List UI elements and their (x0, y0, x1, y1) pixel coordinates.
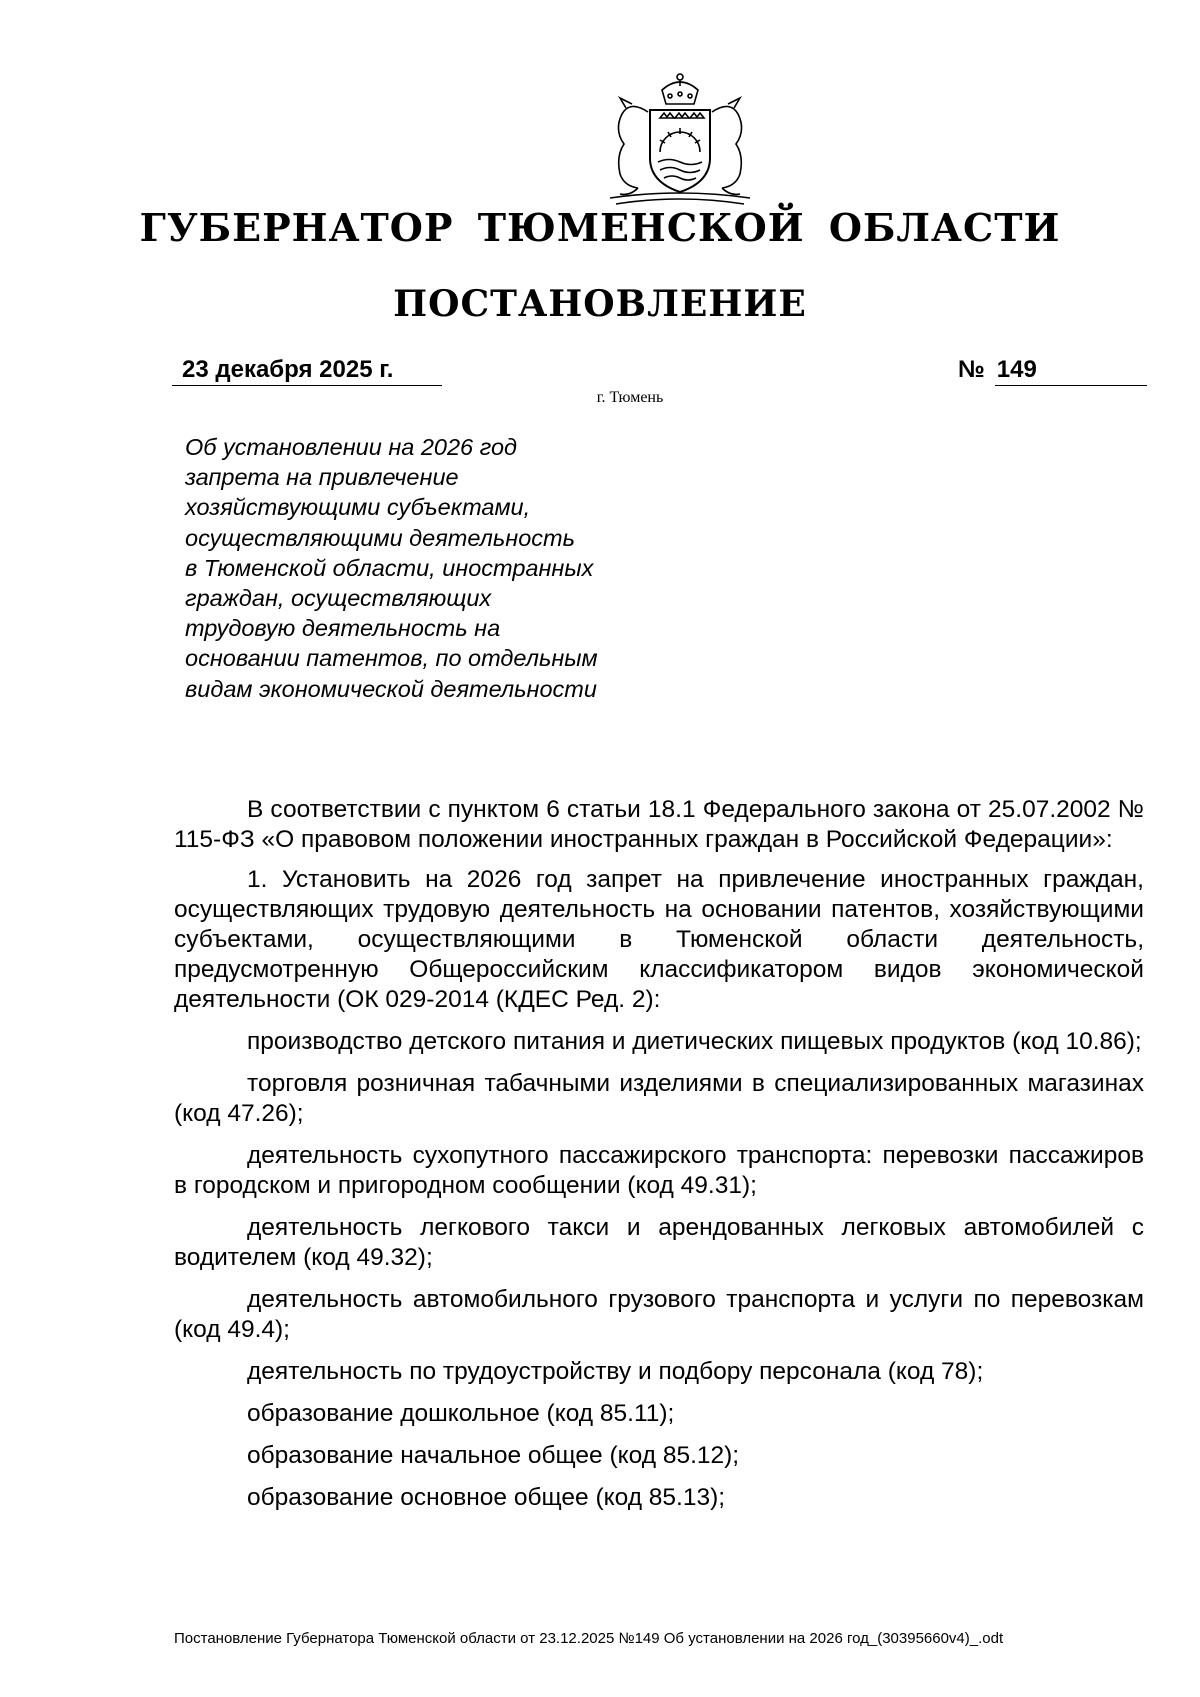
document-number (958, 355, 1147, 386)
subject-line: Об установлении на 2026 год (185, 434, 518, 460)
number-sign: № (958, 356, 985, 383)
authority-title: ГУБЕРНАТОР ТЮМЕНСКОЙ ОБЛАСТИ (139, 205, 1061, 250)
activity-item: деятельность сухопутного пассажирского транспорта: перевозки пассажиров в городском и пригородном сообщении (код 49.31); (174, 1142, 1144, 1199)
point-1-paragraph: 1. Установить на 2026 год запрет на привлечение иностранных граждан, осуществляющих трудовую деятельность на основании патентов, хозяйствующими субъектами, осуществляющими в Тюменской области деятельность, предусмотренную Общероссийским классификатором видов экономической деятельности (ОК 029-2014 (КДЕС Ред. 2): (174, 866, 1144, 1013)
activity-item: производство детского питания и диетических пищевых продуктов (код 10.86); (247, 1028, 1142, 1055)
city: г. Тюмень (596, 389, 664, 406)
document-body (174, 795, 1144, 1525)
activity-item: образование основное общее (код 85.13); (247, 1484, 726, 1511)
document-date: 23 декабря 2025 г. (172, 355, 442, 386)
subject-line: граждан, осуществляющих (185, 585, 492, 612)
subject-line: хозяйствующими субъектами, (185, 494, 531, 521)
subject-line: видам экономической деятельности (185, 675, 597, 702)
activity-item: образование начальное общее (код 85.12); (247, 1442, 740, 1469)
activity-item: торговля розничная табачными изделиями в специализированных магазинах (код 47.26); (174, 1070, 1144, 1127)
subject-line: трудовую деятельность на (185, 615, 501, 642)
preamble-paragraph: В соответствии с пунктом 6 статьи 18.1 Федерального закона от 25.07.2002 № 115-ФЗ «О правовом положении иностранных граждан в Российской Федерации»: (174, 796, 1144, 853)
footer-filename: Постановление Губернатора Тюменской области от 23.12.2025 №149 Об установлении на 2026 год_(30395660v4)_.odt (174, 1630, 1004, 1647)
number-value: 149 (995, 355, 1147, 386)
subject-line: запрета на привлечение (185, 464, 459, 491)
activity-item: деятельность автомобильного грузового транспорта и услуги по перевозкам (код 49.4); (174, 1286, 1144, 1343)
activity-item: деятельность легкового такси и арендованных легковых автомобилей с водителем (код 49.32); (174, 1214, 1144, 1271)
activity-item: образование дошкольное (код 85.11); (247, 1400, 675, 1427)
coat-of-arms-icon (590, 70, 770, 210)
subject-line: осуществляющими деятельность (185, 524, 575, 551)
subject-line: основании патентов, по отдельным (185, 645, 598, 672)
subject-line: в Тюменской области, иностранных (185, 554, 594, 581)
document-subject (185, 432, 705, 704)
activity-item: деятельность по трудоустройству и подбору персонала (код 78); (247, 1358, 984, 1385)
document-type: ПОСТАНОВЛЕНИЕ (393, 283, 807, 325)
